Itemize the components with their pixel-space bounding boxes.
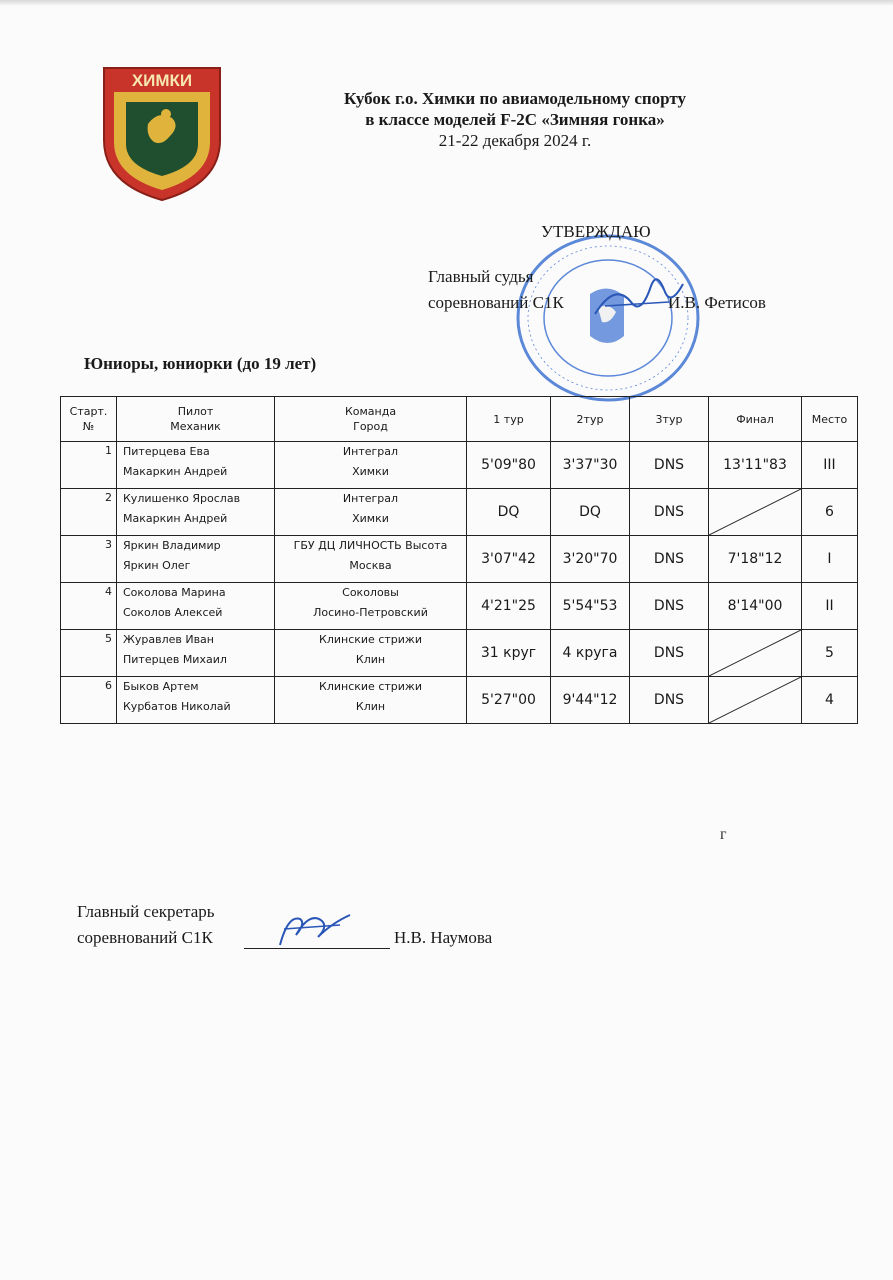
header-pilot: Пилот Механик <box>117 397 275 442</box>
header-place: Место <box>802 397 858 442</box>
chief-secretary-signature <box>270 905 360 955</box>
title-date: 21-22 декабря 2024 г. <box>438 131 592 150</box>
round-3-result: DNS <box>630 677 709 724</box>
round-2-result: 3'20"70 <box>551 536 630 583</box>
place: III <box>802 442 858 489</box>
place: II <box>802 583 858 630</box>
sportcommittee-logo <box>100 62 224 202</box>
table-header-row <box>61 397 858 442</box>
final-empty <box>709 630 802 677</box>
round-3-result: DNS <box>630 536 709 583</box>
start-number: 5 <box>61 630 117 677</box>
table-row <box>61 630 858 677</box>
pilot-mechanic: Быков Артем Курбатов Николай <box>117 677 275 724</box>
chief-judge-signature <box>585 262 695 332</box>
team-city: Интеграл Химки <box>275 489 467 536</box>
header-team: Команда Город <box>275 397 467 442</box>
start-number: 6 <box>61 677 117 724</box>
round-3-result: DNS <box>630 630 709 677</box>
round-1-result: 3'07"42 <box>467 536 551 583</box>
round-2-result: 3'37"30 <box>551 442 630 489</box>
round-3-result: DNS <box>630 489 709 536</box>
approve-heading: УТВЕРЖДАЮ <box>541 222 651 241</box>
chief-judge-subtitle: соревнований С1К <box>428 293 564 312</box>
table-row <box>61 536 858 583</box>
team-city: Интеграл Химки <box>275 442 467 489</box>
round-1-result: DQ <box>467 489 551 536</box>
final-empty <box>709 489 802 536</box>
place: I <box>802 536 858 583</box>
start-number: 1 <box>61 442 117 489</box>
pen-mark: г <box>720 826 727 843</box>
round-2-result: DQ <box>551 489 630 536</box>
final-result: 13'11"83 <box>709 442 802 489</box>
round-1-result: 5'27"00 <box>467 677 551 724</box>
round-1-result: 4'21"25 <box>467 583 551 630</box>
results-table <box>60 396 858 724</box>
team-city: Соколовы Лосино-Петровский <box>275 583 467 630</box>
title-line-2: в классе моделей F-2С «Зимняя гонка» <box>365 110 665 129</box>
header-final: Финал <box>709 397 802 442</box>
logo-top-text: ХИМКИ <box>131 71 193 90</box>
round-3-result: DNS <box>630 442 709 489</box>
title-line-1: Кубок г.о. Химки по авиамодельному спорту <box>343 89 687 108</box>
team-city: Клинские стрижи Клин <box>275 630 467 677</box>
pilot-mechanic: Яркин Владимир Яркин Олег <box>117 536 275 583</box>
place: 5 <box>802 630 858 677</box>
round-2-result: 5'54"53 <box>551 583 630 630</box>
round-2-result: 4 круга <box>551 630 630 677</box>
table-row <box>61 442 858 489</box>
round-1-result: 31 круг <box>467 630 551 677</box>
team-city: Клинские стрижи Клин <box>275 677 467 724</box>
round-1-result: 5'09"80 <box>467 442 551 489</box>
final-empty <box>709 677 802 724</box>
pilot-mechanic: Соколова Марина Соколов Алексей <box>117 583 275 630</box>
category-heading: Юниоры, юниорки (до 19 лет) <box>84 354 317 373</box>
pilot-mechanic: Кулишенко Ярослав Макаркин Андрей <box>117 489 275 536</box>
chief-secretary-subtitle: соревнований С1К <box>77 928 213 947</box>
scan-edge <box>0 0 893 6</box>
table-row <box>61 583 858 630</box>
start-number: 3 <box>61 536 117 583</box>
chief-judge-title: Главный судья <box>428 267 534 286</box>
header-round-1: 1 тур <box>467 397 551 442</box>
header-start-number: Старт. № <box>61 397 117 442</box>
round-2-result: 9'44"12 <box>551 677 630 724</box>
start-number: 4 <box>61 583 117 630</box>
place: 4 <box>802 677 858 724</box>
start-number: 2 <box>61 489 117 536</box>
chief-secretary-name: Н.В. Наумова <box>394 928 493 947</box>
final-result: 7'18"12 <box>709 536 802 583</box>
pilot-mechanic: Журавлев Иван Питерцев Михаил <box>117 630 275 677</box>
header-round-2: 2тур <box>551 397 630 442</box>
final-result: 8'14"00 <box>709 583 802 630</box>
table-row <box>61 489 858 536</box>
chief-judge-name: И.В. Фетисов <box>668 293 766 312</box>
document-title <box>270 88 760 151</box>
place: 6 <box>802 489 858 536</box>
header-round-3: 3тур <box>630 397 709 442</box>
round-3-result: DNS <box>630 583 709 630</box>
team-city: ГБУ ДЦ ЛИЧНОСТЬ Высота Москва <box>275 536 467 583</box>
chief-secretary-title: Главный секретарь <box>77 902 215 921</box>
pilot-mechanic: Питерцева Ева Макаркин Андрей <box>117 442 275 489</box>
table-row <box>61 677 858 724</box>
